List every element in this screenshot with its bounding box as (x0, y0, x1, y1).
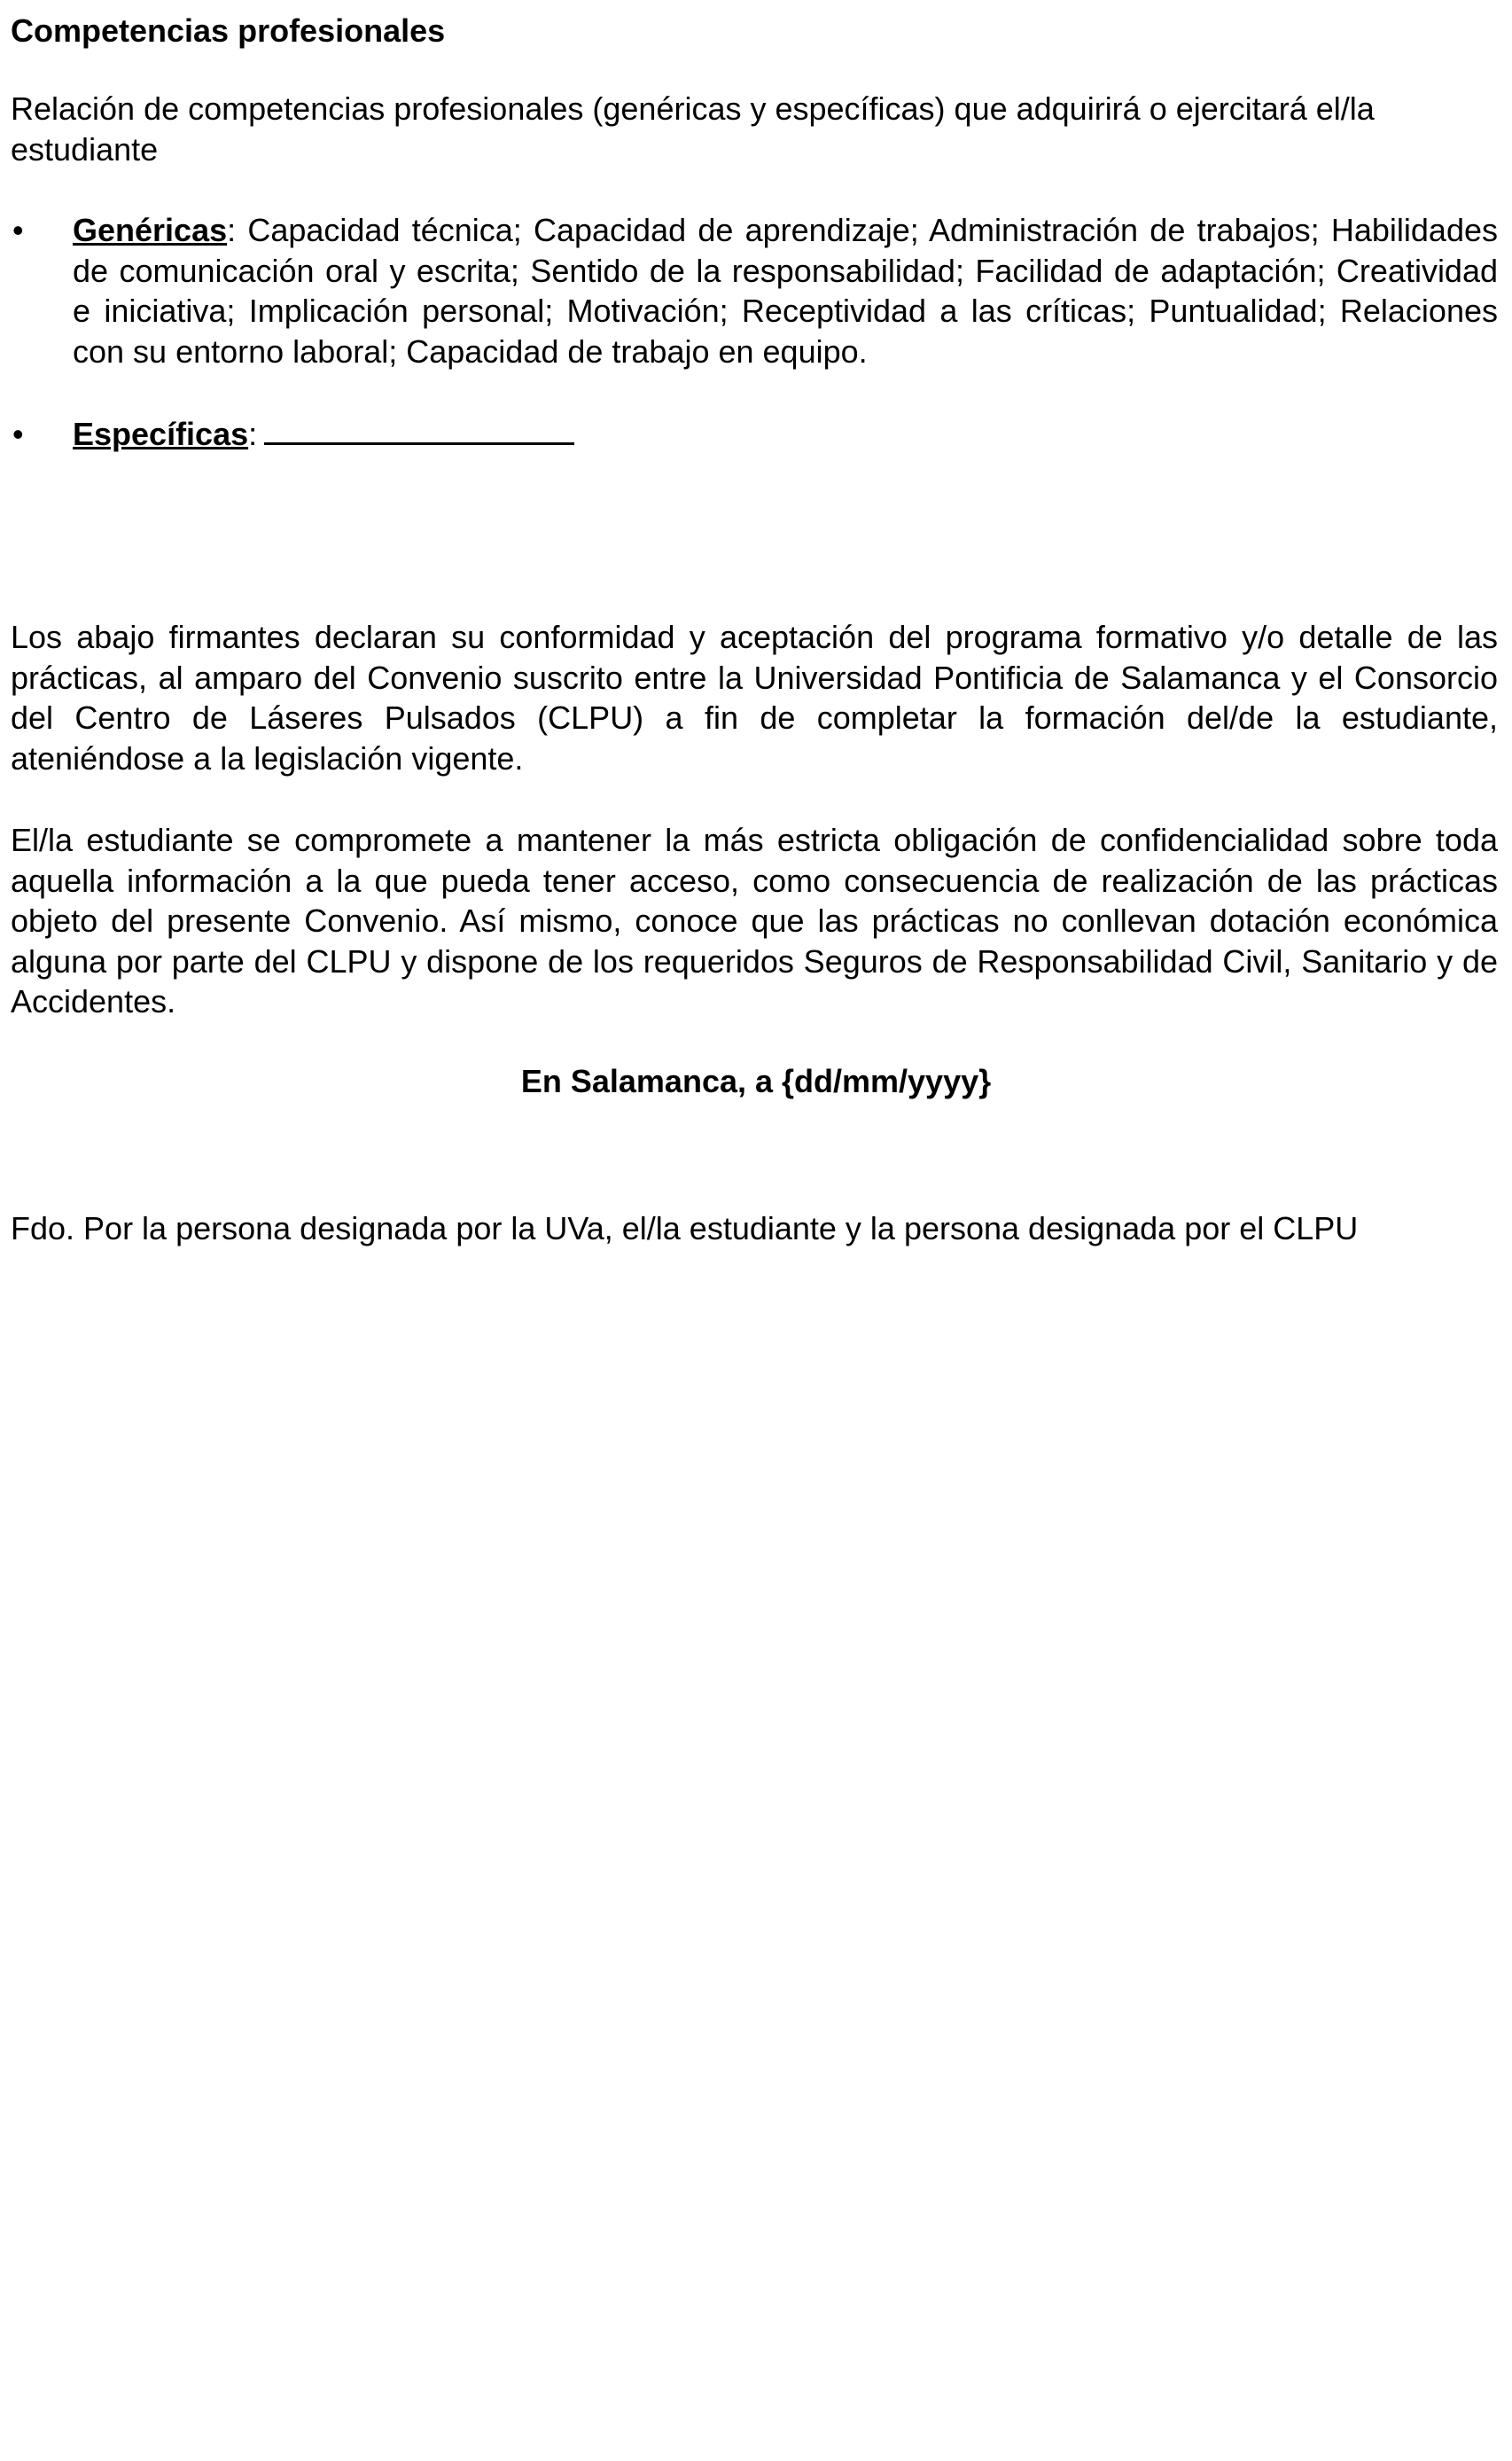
place-date: En Salamanca, a {dd/mm/yyyy} (520, 1063, 992, 1099)
bullet-dot: • (12, 212, 24, 248)
genericas-text: : Capacidad técnica; Capacidad de aprendizaje; Administración de trabajos; Habilidades de comunicación oral y escrita; Sentido de la responsabilidad; Facilidad de adaptación; Creatividad e iniciativa; Implicación personal; Motivación; Receptividad a las críticas; Puntualidad; Relaciones con su entorno laboral; Capacidad de trabajo en equipo. (73, 212, 1498, 370)
signature-line: Fdo. Por la persona designada por la UVa, el/la estudiante y la persona designada por el CLPU (11, 1210, 1359, 1246)
especificas-label: Específicas (73, 416, 249, 452)
intro-paragraph: Relación de competencias profesionales (genéricas y específicas) que adquirirá o ejercitará el/la estudiante (11, 90, 1375, 168)
section-title: Competencias profesionales (11, 12, 446, 49)
genericas-label: Genéricas (73, 212, 228, 248)
bullet-dot: • (12, 416, 24, 452)
especificas-colon: : (248, 416, 258, 452)
especificas-blank-field[interactable] (264, 416, 574, 445)
genericas-text-block (73, 210, 1498, 371)
declaration-paragraph: Los abajo firmantes declaran su conformidad y aceptación del programa formativo y/o detalle de las prácticas, al amparo del Convenio suscrito entre la Universidad Pontificia de Salamanca y el Consorcio del Centro de Láseres Pulsados (CLPU) a fin de completar la formación del/de la estudiante, ateniéndose a la legislación vigente. (11, 619, 1498, 777)
confidentiality-paragraph: El/la estudiante se compromete a mantener la más estricta obligación de confidencialidad sobre toda aquella información a la que pueda tener acceso, como consecuencia de realización de las prácticas objeto del presente Convenio. Así mismo, conoce que las prácticas no conllevan dotación económica alguna por parte del CLPU y dispone de los requeridos Seguros de Responsabilidad Civil, Sanitario y de Accidentes. (11, 822, 1498, 1020)
especificas-text-block (73, 414, 1498, 455)
